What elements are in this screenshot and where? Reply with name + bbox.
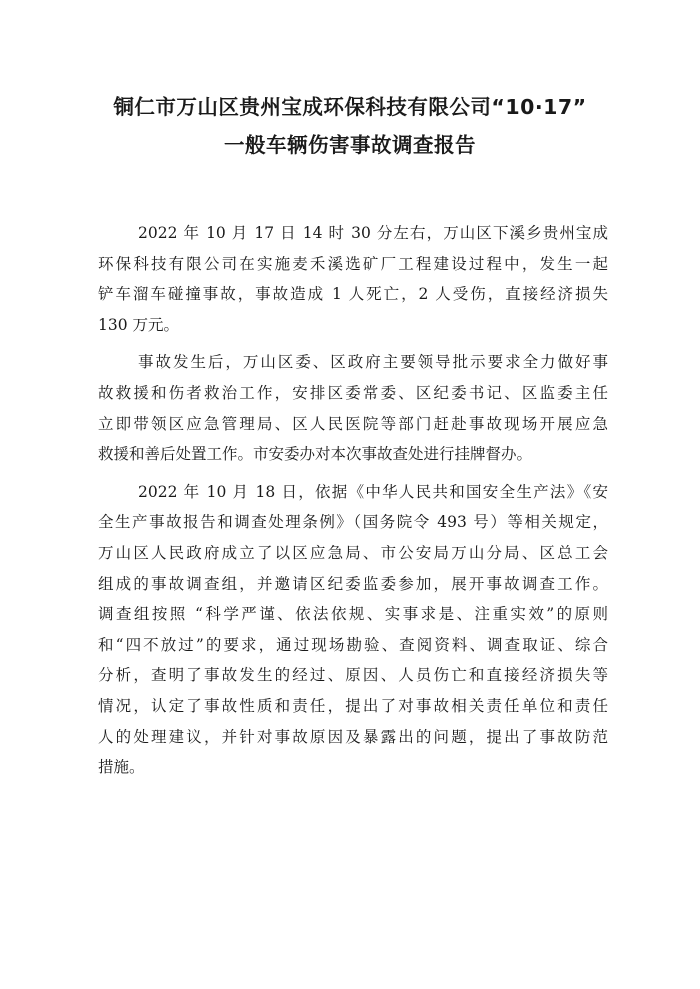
paragraph-line: 人的处理建议，并针对事故原因及暴露出的问题，提出了事故防范 xyxy=(98,727,608,746)
paragraph-line: 组成的事故调查组，并邀请区纪委监委参加，展开事故调查工作。 xyxy=(98,574,608,593)
paragraph-line: 调查组按照 “科学严谨、依法依规、实事求是、注重实效”的原则 xyxy=(98,605,608,624)
paragraph-line: 全生产事故报告和调查处理条例》（国务院令 493 号）等相关规定， xyxy=(98,513,608,532)
paragraph-line: 措施。 xyxy=(98,758,145,777)
paragraph-line: 130 万元。 xyxy=(98,315,180,334)
report-title xyxy=(60,88,640,164)
report-title-line-2: 一般车辆伤害事故调查报告 xyxy=(224,133,476,157)
paragraph-line: 2022 年 10 月 17 日 14 时 30 分左右，万山区下溪乡贵州宝成 xyxy=(138,224,608,242)
paragraph-line: 立即带领区应急管理局、区人民医院等部门赶赴事故现场开展应急 xyxy=(98,414,608,433)
paragraph-line: 故救援和伤者救治工作，安排区委常委、区纪委书记、区监委主任 xyxy=(98,383,608,402)
paragraph-line: 铲车溜车碰撞事故，事故造成 1 人死亡，2 人受伤，直接经济损失 xyxy=(98,285,608,304)
paragraph-line: 情况，认定了事故性质和责任，提出了对事故相关责任单位和责任 xyxy=(98,696,608,715)
paragraph-response xyxy=(98,347,608,469)
report-title-line-1: 铜仁市万山区贵州宝成环保科技有限公司“10·17” xyxy=(113,95,587,119)
paragraph-line: 救援和善后处置工作。市安委办对本次事故查处进行挂牌督办。 xyxy=(98,445,533,464)
paragraph-line: 事故发生后，万山区委、区政府主要领导批示要求全力做好事 xyxy=(138,353,608,372)
paragraph-line: 环保科技有限公司在实施麦禾溪选矿厂工程建设过程中，发生一起 xyxy=(98,254,608,273)
paragraph-line: 2022 年 10 月 18 日，依据《中华人民共和国安全生产法》《安 xyxy=(138,482,608,501)
paragraph-line: 万山区人民政府成立了以区应急局、市公安局万山分局、区总工会 xyxy=(98,543,608,562)
paragraph-incident-summary xyxy=(98,218,608,340)
paragraph-line: 和“四不放过”的要求，通过现场勘验、查阅资料、调查取证、综合 xyxy=(98,635,608,654)
report-body xyxy=(98,218,608,790)
paragraph-investigation xyxy=(98,477,608,783)
paragraph-line: 分析，查明了事故发生的经过、原因、人员伤亡和直接经济损失等 xyxy=(98,666,608,685)
